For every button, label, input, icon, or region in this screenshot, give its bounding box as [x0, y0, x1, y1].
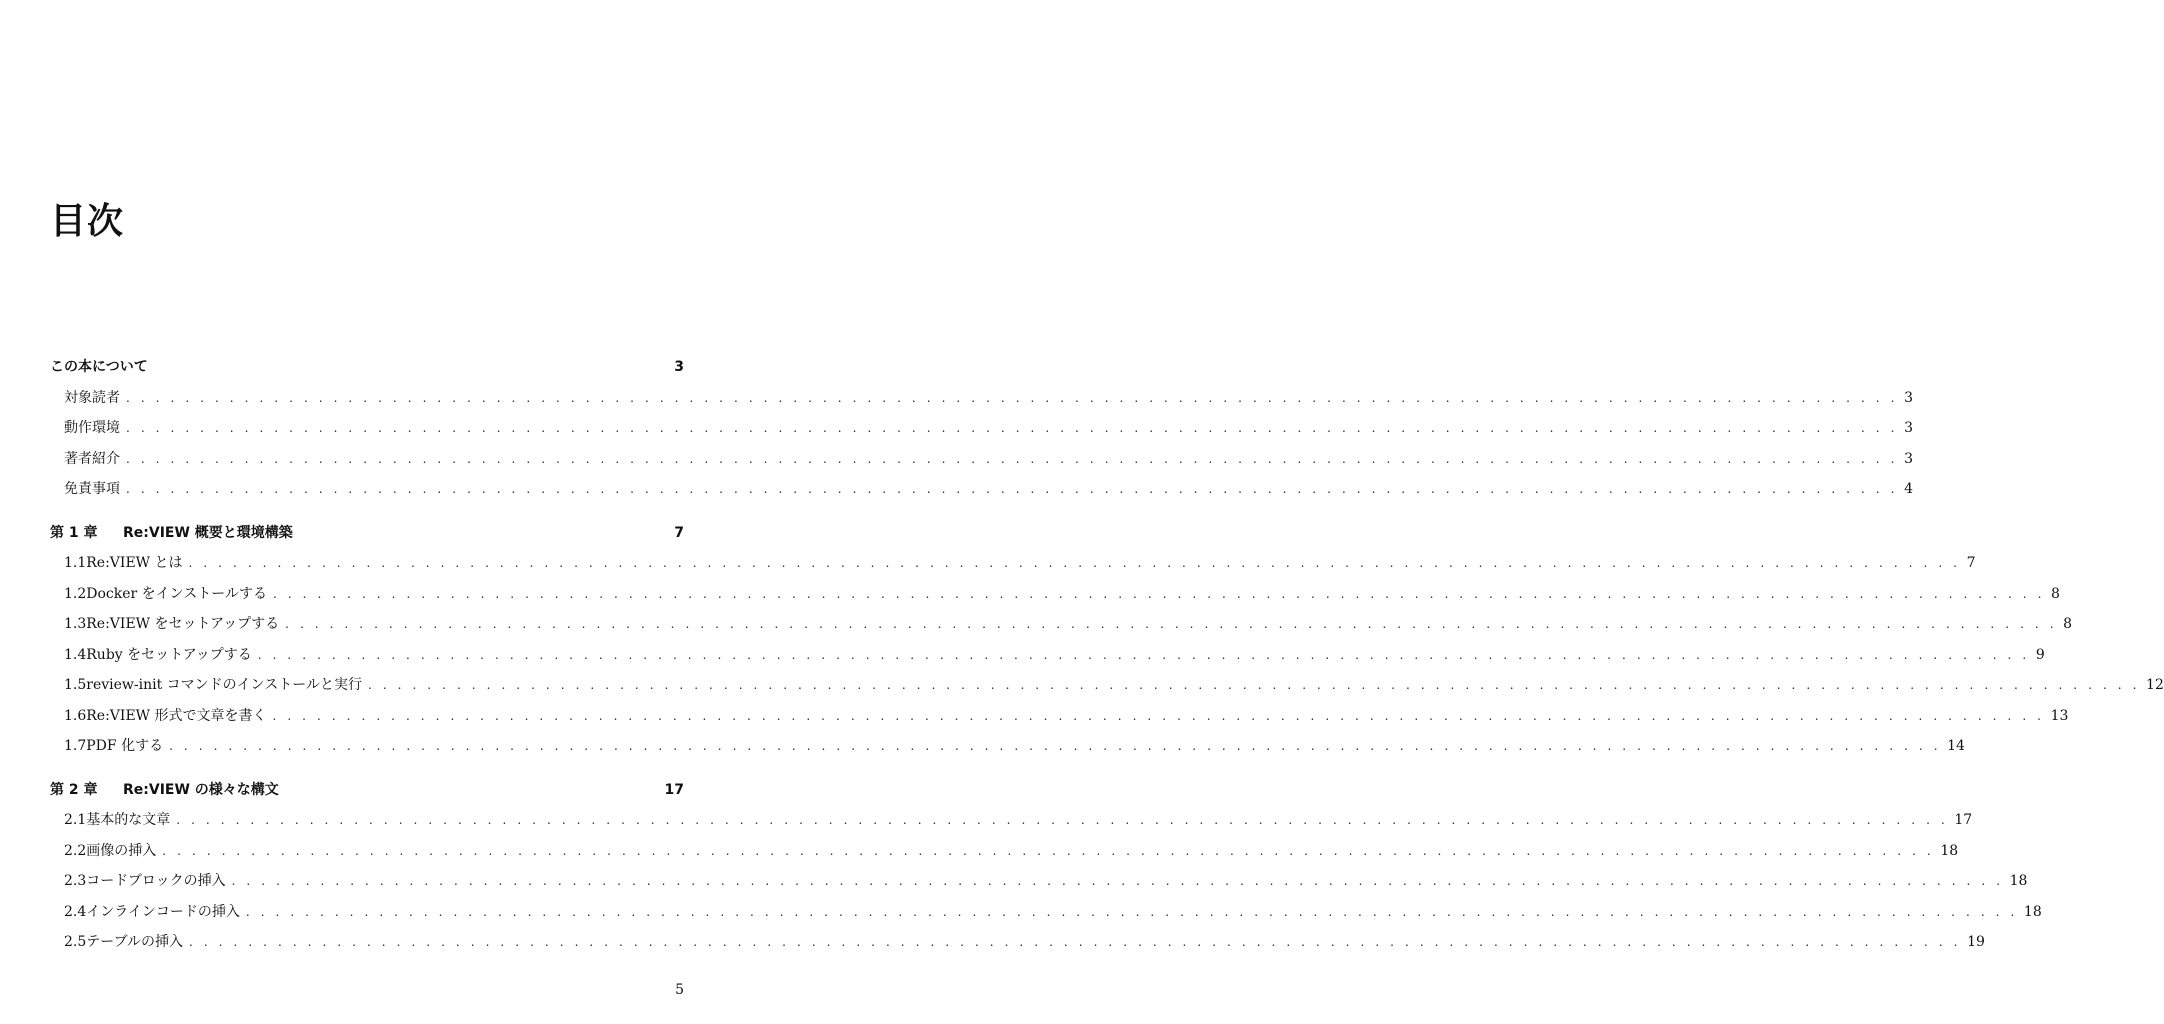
entry-title: PDF 化する — [86, 738, 164, 754]
dot-leader: . . . . . . . . . . . . . . . . . . . . . . . . . . . . . . . . . . . . . . . . . . . . . . . . . . . . . . . . . . . . . . . . . . . . . . . . . . . . . . . . . . . . . . . . . . . . . . . . . . . . . . . . . . . . . . . . . . . . . . . . — [189, 935, 1962, 949]
entry-page: 3 — [1904, 389, 1913, 406]
toc-section — [50, 775, 2042, 958]
toc-entry[interactable] — [50, 444, 1913, 475]
dot-leader: . . . . . . . . . . . . . . . . . . . . . . . . . . . . . . . . . . . . . . . . . . . . . . . . . . . . . . . . . . . . . . . . . . . . . . . . . . . . . . . . . . . . . . . . . . . . . . . . . . . . . . . . . . . . . . . . . . . . . . . . — [162, 843, 1935, 858]
entry-page: 18 — [1940, 842, 1959, 859]
entry-page: 8 — [2051, 585, 2060, 602]
chapter-title: Re:VIEW 概要と環境構築 — [123, 524, 293, 541]
toc-entry[interactable] — [50, 609, 2073, 640]
toc-entry[interactable] — [50, 866, 2028, 897]
entry-title: 対象読者 — [64, 389, 120, 406]
entry-title: インラインコードの挿入 — [86, 903, 240, 920]
entry-number: 1.1 — [64, 555, 87, 571]
entry-title: Re:VIEW 形式で文章を書く — [86, 707, 267, 724]
entry-number: 1.7 — [64, 738, 87, 754]
dot-leader: . . . . . . . . . . . . . . . . . . . . . . . . . . . . . . . . . . . . . . . . . . . . . . . . . . . . . . . . . . . . . . . . . . . . . . . . . . . . . . . . . . . . . . . . . . . . . . . . . . . . . . . . . . . . . . . . . . . . . . . . — [231, 874, 2004, 888]
dot-leader: . . . . . . . . . . . . . . . . . . . . . . . . . . . . . . . . . . . . . . . . . . . . . . . . . . . . . . . . . . . . . . . . . . . . . . . . . . . . . . . . . . . . . . . . . . . . . . . . . . . . . . . . . . . . . . . . . . . . . . . . — [285, 617, 2058, 631]
dot-leader: . . . . . . . . . . . . . . . . . . . . . . . . . . . . . . . . . . . . . . . . . . . . . . . . . . . . . . . . . . . . . . . . . . . . . . . . . . . . . . . . . . . . . . . . . . . . . . . . . . . . . . . . . . . . . . . . . . . . . . . . — [245, 904, 2018, 919]
toc-section — [50, 352, 1913, 505]
toc-entry[interactable] — [50, 731, 1965, 762]
chapter-label: 第 2 章 — [50, 781, 98, 798]
toc-entry[interactable] — [50, 701, 2069, 732]
dot-leader: . . . . . . . . . . . . . . . . . . . . . . . . . . . . . . . . . . . . . . . . . . . . . . . . . . . . . . . . . . . . . . . . . . . . . . . . . . . . . . . . . . . . . . . . . . . . . . . . . . . . . . . . . . . . . . . . . . . . . . . . — [176, 813, 1949, 827]
toc-entry[interactable] — [50, 383, 1913, 414]
toc-entry[interactable] — [50, 640, 2045, 671]
dot-leader: . . . . . . . . . . . . . . . . . . . . . . . . . . . . . . . . . . . . . . . . . . . . . . . . . . . . . . . . . . . . . . . . . . . . . . . . . . . . . . . . . . . . . . . . . . . . . . . . . . . . . . . . . . . . . . . . . . . . . . . . — [169, 739, 1942, 753]
toc-entry[interactable] — [50, 927, 1985, 958]
chapter-label: 第 1 章 — [50, 524, 98, 541]
chapter-title: Re:VIEW の様々な構文 — [123, 781, 279, 798]
entry-title: 免責事項 — [64, 481, 120, 497]
chapter-page: 3 — [674, 359, 684, 375]
entry-number: 2.2 — [64, 842, 87, 859]
entry-page: 4 — [1904, 481, 1913, 497]
entry-title: 動作環境 — [64, 420, 120, 436]
entry-page: 19 — [1967, 934, 1985, 950]
entry-number: 2.4 — [64, 903, 87, 920]
entry-number: 1.3 — [64, 616, 87, 632]
page-title: 目次 — [50, 201, 125, 242]
toc-entry[interactable] — [50, 897, 2042, 928]
entry-page: 18 — [2009, 873, 2028, 889]
entry-title: テーブルの挿入 — [86, 934, 184, 950]
entry-title: review-init コマンドのインストールと実行 — [86, 677, 362, 693]
chapter-page: 17 — [664, 781, 684, 798]
entry-title: Ruby をセットアップする — [86, 646, 252, 663]
dot-leader: . . . . . . . . . . . . . . . . . . . . . . . . . . . . . . . . . . . . . . . . . . . . . . . . . . . . . . . . . . . . . . . . . . . . . . . . . . . . . . . . . . . . . . . . . . . . . . . . . . . . . . . . . . . . . . . . . . . . . . . . — [126, 482, 1899, 496]
toc-entry[interactable] — [50, 548, 1976, 579]
entry-title: Re:VIEW とは — [86, 555, 183, 571]
entry-title: コードブロックの挿入 — [86, 873, 226, 889]
dot-leader: . . . . . . . . . . . . . . . . . . . . . . . . . . . . . . . . . . . . . . . . . . . . . . . . . . . . . . . . . . . . . . . . . . . . . . . . . . . . . . . . . . . . . . . . . . . . . . . . . . . . . . . . . . . . . . . . . . . . . . . . — [272, 708, 2045, 723]
entry-page: 17 — [1954, 812, 1973, 828]
entry-page: 8 — [2063, 616, 2073, 632]
dot-leader: . . . . . . . . . . . . . . . . . . . . . . . . . . . . . . . . . . . . . . . . . . . . . . . . . . . . . . . . . . . . . . . . . . . . . . . . . . . . . . . . . . . . . . . . . . . . . . . . . . . . . . . . . . . . . . . . . . . . . . . . — [257, 647, 2030, 662]
page-number: 5 — [675, 982, 684, 998]
entry-page: 14 — [1947, 738, 1965, 754]
entry-title: 基本的な文章 — [86, 812, 171, 828]
entry-page: 3 — [1904, 420, 1913, 436]
entry-number: 2.1 — [64, 812, 87, 828]
entry-number: 1.5 — [64, 677, 87, 693]
chapter-page: 7 — [674, 524, 684, 541]
table-of-contents — [50, 352, 2164, 971]
chapter-title: この本について — [50, 359, 148, 375]
toc-section — [50, 518, 2164, 762]
entry-page: 9 — [2035, 646, 2045, 663]
dot-leader: . . . . . . . . . . . . . . . . . . . . . . . . . . . . . . . . . . . . . . . . . . . . . . . . . . . . . . . . . . . . . . . . . . . . . . . . . . . . . . . . . . . . . . . . . . . . . . . . . . . . . . . . . . . . . . . . . . . . . . . . — [126, 421, 1899, 435]
entry-page: 12 — [2146, 677, 2164, 693]
toc-chapter-heading[interactable] — [50, 352, 684, 383]
toc-chapter-heading[interactable] — [50, 518, 684, 549]
toc-entry[interactable] — [50, 836, 1959, 867]
entry-title: 著者紹介 — [64, 450, 120, 467]
dot-leader: . . . . . . . . . . . . . . . . . . . . . . . . . . . . . . . . . . . . . . . . . . . . . . . . . . . . . . . . . . . . . . . . . . . . . . . . . . . . . . . . . . . . . . . . . . . . . . . . . . . . . . . . . . . . . . . . . . . . . . . . — [272, 586, 2046, 601]
entry-page: 13 — [2050, 707, 2069, 724]
dot-leader: . . . . . . . . . . . . . . . . . . . . . . . . . . . . . . . . . . . . . . . . . . . . . . . . . . . . . . . . . . . . . . . . . . . . . . . . . . . . . . . . . . . . . . . . . . . . . . . . . . . . . . . . . . . . . . . . . . . . . . . . — [126, 451, 1899, 466]
entry-title: Re:VIEW をセットアップする — [86, 616, 280, 632]
toc-chapter-heading[interactable] — [50, 775, 684, 806]
entry-number: 1.2 — [64, 585, 87, 602]
toc-entry[interactable] — [50, 474, 1913, 505]
dot-leader: . . . . . . . . . . . . . . . . . . . . . . . . . . . . . . . . . . . . . . . . . . . . . . . . . . . . . . . . . . . . . . . . . . . . . . . . . . . . . . . . . . . . . . . . . . . . . . . . . . . . . . . . . . . . . . . . . . . . . . . . — [126, 390, 1899, 405]
entry-page: 7 — [1966, 555, 1976, 571]
toc-entry[interactable] — [50, 413, 1913, 444]
entry-title: Docker をインストールする — [86, 585, 267, 602]
entry-number: 1.6 — [64, 707, 87, 724]
dot-leader: . . . . . . . . . . . . . . . . . . . . . . . . . . . . . . . . . . . . . . . . . . . . . . . . . . . . . . . . . . . . . . . . . . . . . . . . . . . . . . . . . . . . . . . . . . . . . . . . . . . . . . . . . . . . . . . . . . . . . . . . — [367, 678, 2141, 692]
dot-leader: . . . . . . . . . . . . . . . . . . . . . . . . . . . . . . . . . . . . . . . . . . . . . . . . . . . . . . . . . . . . . . . . . . . . . . . . . . . . . . . . . . . . . . . . . . . . . . . . . . . . . . . . . . . . . . . . . . . . . . . . — [188, 556, 1961, 570]
entry-number: 2.3 — [64, 873, 87, 889]
toc-entry[interactable] — [50, 670, 2164, 701]
entry-number: 1.4 — [64, 646, 87, 663]
entry-page: 18 — [2023, 903, 2042, 920]
toc-entry[interactable] — [50, 805, 1973, 836]
entry-title: 画像の挿入 — [86, 842, 157, 859]
toc-entry[interactable] — [50, 579, 2060, 610]
entry-number: 2.5 — [64, 934, 87, 950]
entry-page: 3 — [1904, 450, 1913, 467]
